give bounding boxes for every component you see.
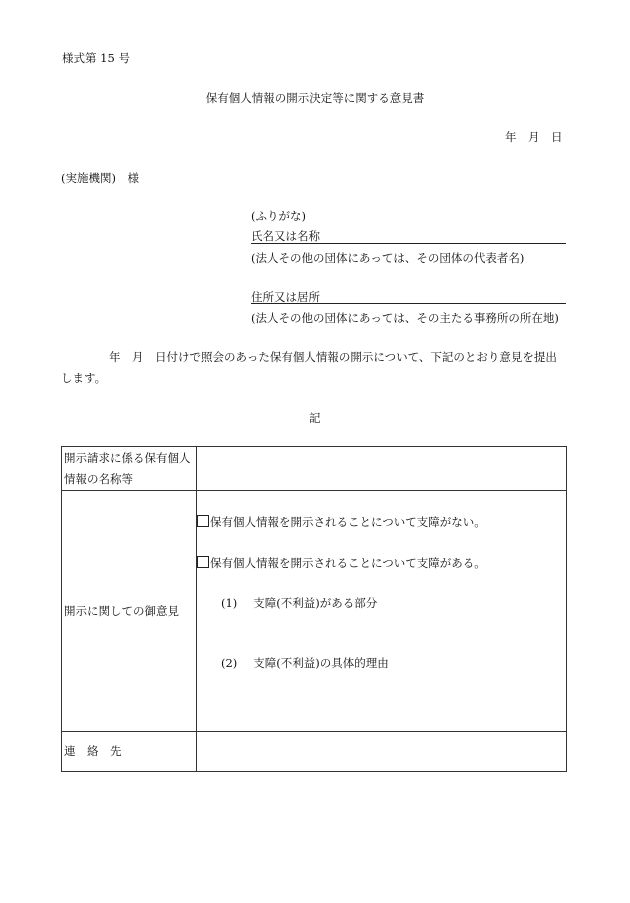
checkbox-icon[interactable] [197,515,209,527]
contact-value-cell[interactable] [197,732,567,772]
table-row [62,491,567,732]
option-no-objection-text: 保有個人情報を開示されることについて支障がない。 [210,515,486,529]
address-underline [251,303,566,304]
sub-item-2 [221,655,389,671]
opinion-label-cell [62,491,197,732]
ki-heading: 記 [309,411,321,425]
request-info-label-line2: 情報の名称等 [64,471,133,486]
request-info-value-cell[interactable] [197,447,567,491]
option-no-objection[interactable] [197,514,486,530]
name-label: 氏名又は名称 [251,229,320,243]
opinion-label: 開示に関しての御意見 [64,603,179,618]
furigana-label: (ふりがな) [251,209,306,223]
sub-item-1-number: (1) [221,596,238,610]
body-line-2: します。 [61,371,107,385]
contact-label: 連 絡 先 [64,744,122,758]
form-number: 様式第 15 号 [62,51,130,65]
name-note: (法人その他の団体にあっては、その団体の代表者名) [251,251,525,265]
document-title: 保有個人情報の開示決定等に関する意見書 [205,91,425,105]
sub-item-1 [221,595,377,611]
table-row [62,447,567,491]
table-row [62,732,567,772]
request-info-label-line1: 開示請求に係る保有個人 [64,450,191,465]
name-underline [251,243,566,244]
sub-item-2-number: (2) [221,656,238,670]
option-objection-text: 保有個人情報を開示されることについて支障がある。 [210,556,486,570]
request-info-label-cell [62,447,197,491]
opinion-value-cell [197,491,567,732]
sub-item-2-text: 支障(不利益)の具体的理由 [253,656,389,670]
contact-label-cell [62,732,197,772]
address-note: (法人その他の団体にあっては、その主たる事務所の所在地) [251,311,559,325]
sub-item-1-text: 支障(不利益)がある部分 [253,596,378,610]
address-label: 住所又は居所 [251,290,320,304]
opinion-table [61,446,567,772]
checkbox-icon[interactable] [197,556,209,568]
date-line: 年 月 日 [505,130,563,144]
option-objection[interactable] [197,555,486,571]
body-line-1: 年 月 日付けで照会のあった保有個人情報の開示について、下記のとおり意見を提出 [109,350,557,364]
addressee: (実施機関) 様 [61,171,139,185]
